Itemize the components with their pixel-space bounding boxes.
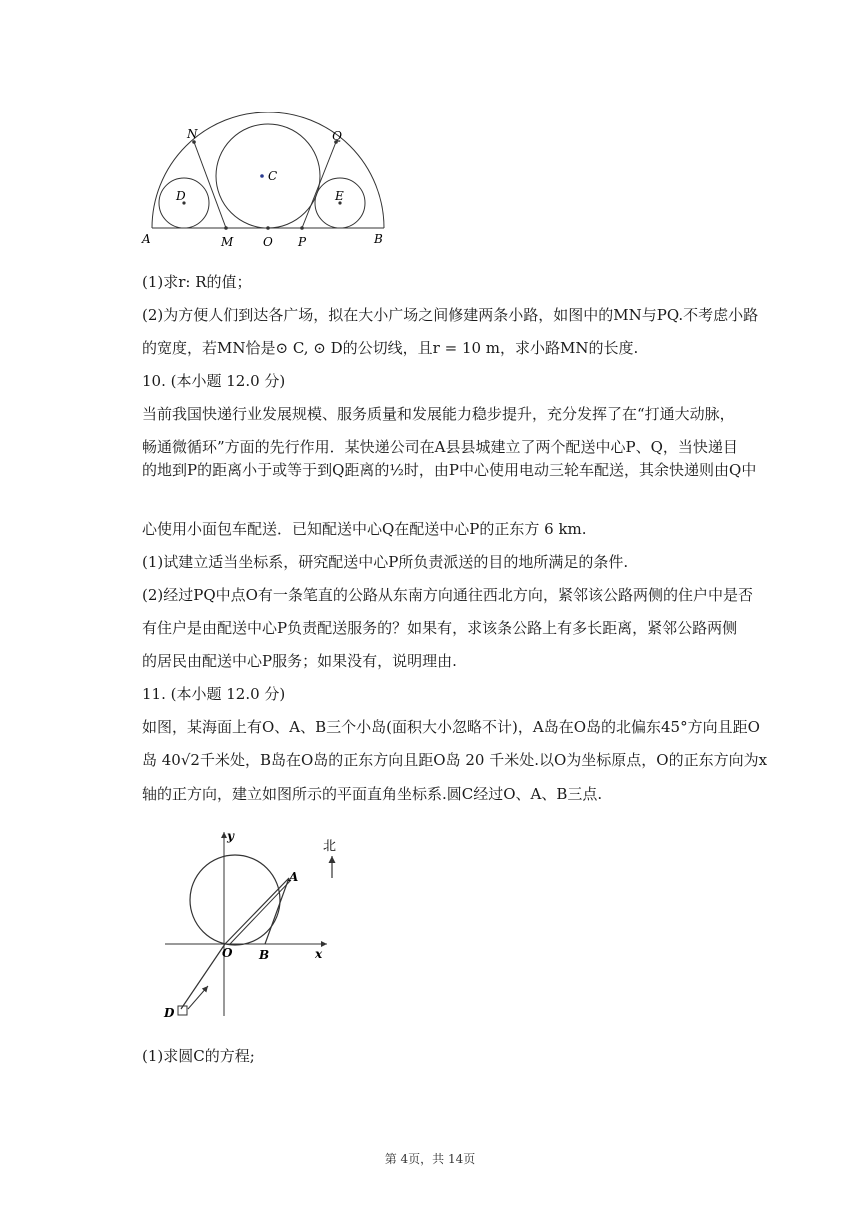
q9-part2-line1: (2)为方便人们到达各广场，拟在大小广场之间修建两条小路，如图中的MN与PQ.不考虑小路 [142,306,759,324]
label-B: B [259,948,270,962]
label-x: x [315,947,323,961]
page-footer: 第 4页，共 14页 [384,1152,476,1166]
q11-body-line1: 如图，某海面上有O、A、B三个小岛(面积大小忽略不计)，A岛在O岛的北偏东45°方向且距O [142,718,760,736]
label-A: A [289,870,299,884]
label-O: O [222,946,233,960]
q10-part1: (1)试建立适当坐标系，研究配送中心P所负责派送的目的地所满足的条件. [142,553,629,571]
label-C: C [268,169,278,183]
q10-body-line2: 畅通微循环”方面的先行作用．某快递公司在A县县城建立了两个配送中心P、Q，当快递目 [142,438,738,456]
q11-number: 11. (本小题 12.0 分) [142,685,286,703]
q10-body-line3: 的地到P的距离小于或等于到Q距离的½时，由P中心使用电动三轮车配送，其余快递则由Q中 [142,461,757,479]
q10-part2-line1: (2)经过PQ中点O有一条笔直的公路从东南方向通往西北方向，紧邻该公路两侧的住户中是否 [142,586,753,604]
label-D: D [176,189,186,203]
label-A: A [142,232,151,246]
label-O: O [263,235,273,249]
q10-part2-line2: 有住户是由配送中心P负责配送服务的？如果有，求该条公路上有多长距离，紧邻公路两侧 [142,619,738,637]
figure-coordinate-diagram [155,826,340,1024]
q9-part1: (1)求r: R的值； [142,273,252,291]
q10-part2-line3: 的居民由配送中心P服务；如果没有，说明理由. [142,652,457,670]
figure-semicircle-diagram [138,112,398,252]
q11-body-line3: 轴的正方向，建立如图所示的平面直角坐标系.圆C经过O、A、B三点. [142,785,603,803]
label-E: E [335,189,344,203]
q10-body-line1: 当前我国快递行业发展规模、服务质量和发展能力稳步提升，充分发挥了在“打通大动脉， [142,405,735,423]
label-y: y [227,829,234,843]
label-P: P [298,235,307,249]
label-north: 北 [323,839,337,854]
label-B: B [374,232,383,246]
q9-part2-line2: 的宽度，若MN恰是⊙ C, ⊙ D的公切线，且r = 10 m，求小路MN的长度. [142,339,639,357]
q11-body-line2: 岛 40√2千米处，B岛在O岛的正东方向且距O岛 20 千米处.以O为坐标原点，O的正东方向为x [142,751,768,769]
label-N: N [187,127,198,141]
q10-body-line4: 心使用小面包车配送．已知配送中心Q在配送中心P的正东方 6 km. [142,520,587,538]
q10-number: 10. (本小题 12.0 分) [142,372,286,390]
label-M: M [221,235,234,249]
label-Q: Q [332,129,342,143]
q11-part1: (1)求圆C的方程; [142,1047,255,1065]
label-D: D [164,1006,175,1020]
